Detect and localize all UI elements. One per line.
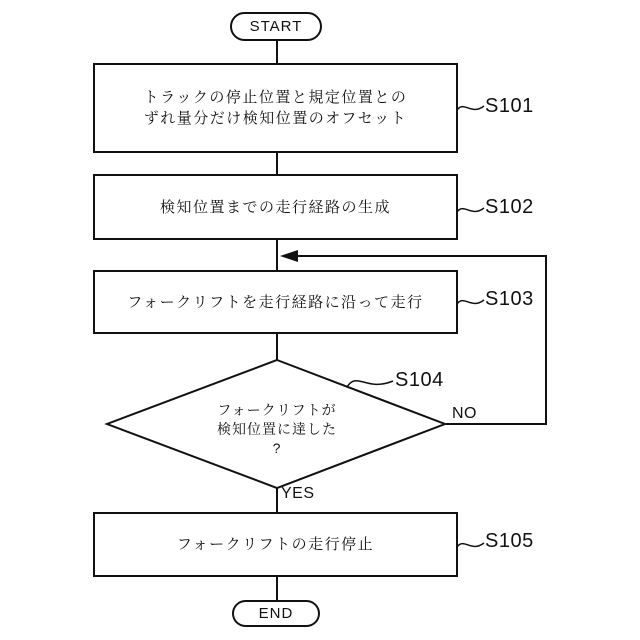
step-text-s102: 検知位置までの走行経路の生成	[159, 198, 391, 216]
label-tilde-s105	[457, 543, 484, 547]
label-tilde-s104	[347, 381, 393, 387]
step-box-s101	[93, 63, 458, 153]
end-terminal	[232, 600, 320, 627]
step-label-s101: S101	[485, 95, 534, 117]
decision-text-s104: フォークリフトが 検知位置に達した ?	[217, 402, 337, 456]
label-tilde-s102	[457, 208, 484, 212]
end-terminal-label: END	[258, 605, 294, 622]
step-box-s102	[93, 174, 458, 240]
start-terminal-label: START	[249, 18, 303, 35]
branch-label-yes: YES	[281, 485, 315, 502]
step-label-s102: S102	[485, 196, 534, 218]
step-text-s101: トラックの停止位置と規定位置との ずれ量分だけ検知位置のオフセット	[143, 89, 408, 127]
step-label-s105: S105	[485, 530, 534, 552]
label-tilde-s103	[457, 300, 484, 304]
step-label-s103: S103	[485, 288, 534, 310]
start-terminal	[230, 12, 322, 41]
no-loop-arrowhead-icon	[280, 250, 298, 262]
step-text-s105: フォークリフトの走行停止	[176, 536, 375, 553]
label-tilde-s101	[457, 106, 484, 110]
step-box-s103	[93, 270, 458, 334]
step-box-s105	[93, 512, 458, 577]
branch-label-no: NO	[452, 405, 477, 422]
step-label-s104: S104	[395, 369, 444, 391]
step-text-s103: フォークリフトを走行経路に沿って走行	[127, 293, 424, 311]
